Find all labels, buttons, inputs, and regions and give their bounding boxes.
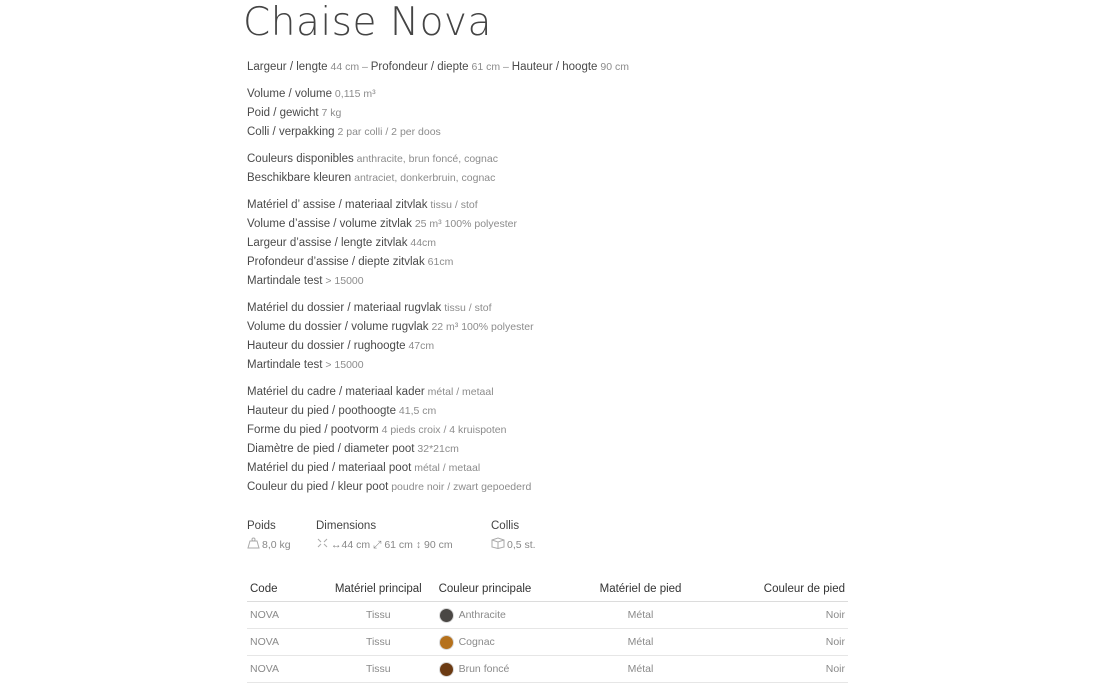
spec-label: Forme du pied / pootvorm (247, 424, 379, 436)
spec-group (247, 383, 867, 497)
table-header-row (247, 577, 848, 602)
summary-dimensions (316, 518, 453, 553)
spec-line (247, 253, 867, 272)
spec-value: 41,5 cm (395, 405, 437, 417)
spec-line (247, 272, 867, 291)
spec-label: Volume d’assise / volume zitvlak (247, 218, 412, 230)
spec-label: Volume du dossier / volume rugvlak (247, 321, 429, 333)
spec-value: 61 cm – (468, 61, 512, 73)
spec-value: 90 cm (597, 61, 629, 73)
spec-value: 25 m³ 100% polyester (411, 218, 517, 230)
spec-value: 22 m³ 100% polyester (428, 321, 534, 333)
col-header-material: Matériel principal (321, 577, 436, 602)
spec-label: Largeur / lengte (247, 61, 328, 73)
spec-value: 7 kg (318, 107, 342, 119)
color-name: Cognac (458, 636, 495, 648)
summary-weight-value: 8,0 kg (262, 539, 291, 551)
spec-line (247, 459, 867, 478)
spec-label: Couleurs disponibles (247, 153, 354, 165)
spec-label: Diamètre de pied / diameter poot (247, 443, 415, 455)
cell-material: Tissu (321, 629, 436, 656)
spec-label: Matériel du cadre / materiaal kader (247, 386, 425, 398)
summary-dimensions-heading: Dimensions (316, 520, 377, 532)
cell-foot-color: Noir (717, 656, 848, 683)
col-header-foot-color: Couleur de pied (717, 577, 848, 602)
cell-color (436, 629, 564, 656)
spec-label: Martindale test (247, 275, 323, 287)
box-icon (491, 537, 505, 553)
spec-line (247, 150, 867, 169)
spec-line (247, 356, 867, 375)
spec-label: Beschikbare kleuren (247, 172, 352, 184)
spec-list (247, 58, 867, 505)
color-name: Anthracite (458, 609, 506, 621)
spec-value: tissu / stof (427, 199, 478, 211)
weight-icon (247, 537, 260, 553)
spec-line (247, 337, 867, 356)
spec-label: Hauteur du pied / poothoogte (247, 405, 396, 417)
cell-code: NOVA (247, 656, 321, 683)
cell-foot-color: Noir (717, 602, 848, 629)
cell-foot-material: Métal (564, 602, 718, 629)
spec-line (247, 123, 867, 142)
product-table (247, 577, 848, 683)
col-header-foot-material: Matériel de pied (564, 577, 718, 602)
spec-line (247, 234, 867, 253)
spec-line (247, 299, 867, 318)
spec-line (247, 215, 867, 234)
spec-line (247, 421, 867, 440)
spec-line (247, 383, 867, 402)
summary-weight (247, 518, 291, 553)
spec-label: Poid / gewicht (247, 107, 319, 119)
summary-colli-value: 0,5 st. (507, 539, 536, 551)
spec-label: Profondeur / diepte (370, 61, 469, 73)
color-swatch (439, 608, 454, 623)
color-swatch (439, 662, 454, 677)
spec-label: Couleur du pied / kleur poot (247, 481, 389, 493)
spec-value: > 15000 (322, 275, 364, 287)
spec-value: 4 pieds croix / 4 kruispoten (378, 424, 507, 436)
spec-value: métal / metaal (411, 462, 481, 474)
spec-value: 2 par colli / 2 per doos (334, 126, 441, 138)
spec-label: Hauteur du dossier / rughoogte (247, 340, 406, 352)
spec-line (247, 440, 867, 459)
spec-value: anthracite, brun foncé, cognac (353, 153, 498, 165)
summary-dimensions-width: ↔44 cm (331, 539, 371, 551)
spec-group (247, 299, 867, 375)
spec-label: Colli / verpakking (247, 126, 335, 138)
spec-value: tissu / stof (441, 302, 492, 314)
col-header-code: Code (247, 577, 321, 602)
spec-group (247, 85, 867, 142)
col-header-color: Couleur principale (436, 577, 564, 602)
spec-value: > 15000 (322, 359, 364, 371)
spec-label: Volume / volume (247, 88, 333, 100)
spec-label: Profondeur d’assise / diepte zitvlak (247, 256, 425, 268)
summary-bar (247, 518, 867, 558)
spec-label: Largeur d’assise / lengte zitvlak (247, 237, 408, 249)
spec-value: 44cm (407, 237, 437, 249)
spec-line (247, 318, 867, 337)
spec-label: Hauteur / hoogte (511, 61, 598, 73)
cell-foot-color: Noir (717, 629, 848, 656)
summary-dimensions-height: ↕ 90 cm (415, 539, 453, 551)
spec-value: poudre noir / zwart gepoederd (388, 481, 532, 493)
spec-value: 47cm (405, 340, 435, 352)
summary-colli (491, 518, 536, 553)
cell-material: Tissu (321, 656, 436, 683)
spec-label: Martindale test (247, 359, 323, 371)
spec-group (247, 58, 867, 77)
cell-code: NOVA (247, 602, 321, 629)
spec-line (247, 58, 867, 77)
spec-label: Matériel du dossier / materiaal rugvlak (247, 302, 442, 314)
summary-weight-heading: Poids (247, 520, 276, 532)
cell-color (436, 602, 564, 629)
spec-line (247, 169, 867, 188)
cell-color (436, 656, 564, 683)
spec-value: 32*21cm (414, 443, 459, 455)
cell-foot-material: Métal (564, 656, 718, 683)
cell-material: Tissu (321, 602, 436, 629)
spec-value: antraciet, donkerbruin, cognac (351, 172, 496, 184)
spec-value: 0,115 m³ (332, 88, 376, 100)
spec-value: métal / metaal (424, 386, 494, 398)
cell-foot-material: Métal (564, 629, 718, 656)
spec-group (247, 150, 867, 188)
spec-line (247, 104, 867, 123)
spec-label: Matériel du pied / materiaal poot (247, 462, 412, 474)
spec-label: Matériel d’ assise / materiaal zitvlak (247, 199, 428, 211)
table-row (247, 656, 848, 683)
expand-icon (316, 537, 329, 553)
summary-colli-heading: Collis (491, 520, 520, 532)
spec-line (247, 402, 867, 421)
cell-code: NOVA (247, 629, 321, 656)
page-title: Chaise Nova (243, 0, 492, 45)
spec-group (247, 196, 867, 291)
spec-line (247, 196, 867, 215)
color-name: Brun foncé (458, 663, 510, 675)
table-row (247, 629, 848, 656)
spec-value: 44 cm – (327, 61, 371, 73)
summary-dimensions-depth: ⤢ 61 cm (373, 539, 413, 551)
spec-value: 61cm (424, 256, 454, 268)
spec-line (247, 85, 867, 104)
color-swatch (439, 635, 454, 650)
spec-line (247, 478, 867, 497)
table-row (247, 602, 848, 629)
